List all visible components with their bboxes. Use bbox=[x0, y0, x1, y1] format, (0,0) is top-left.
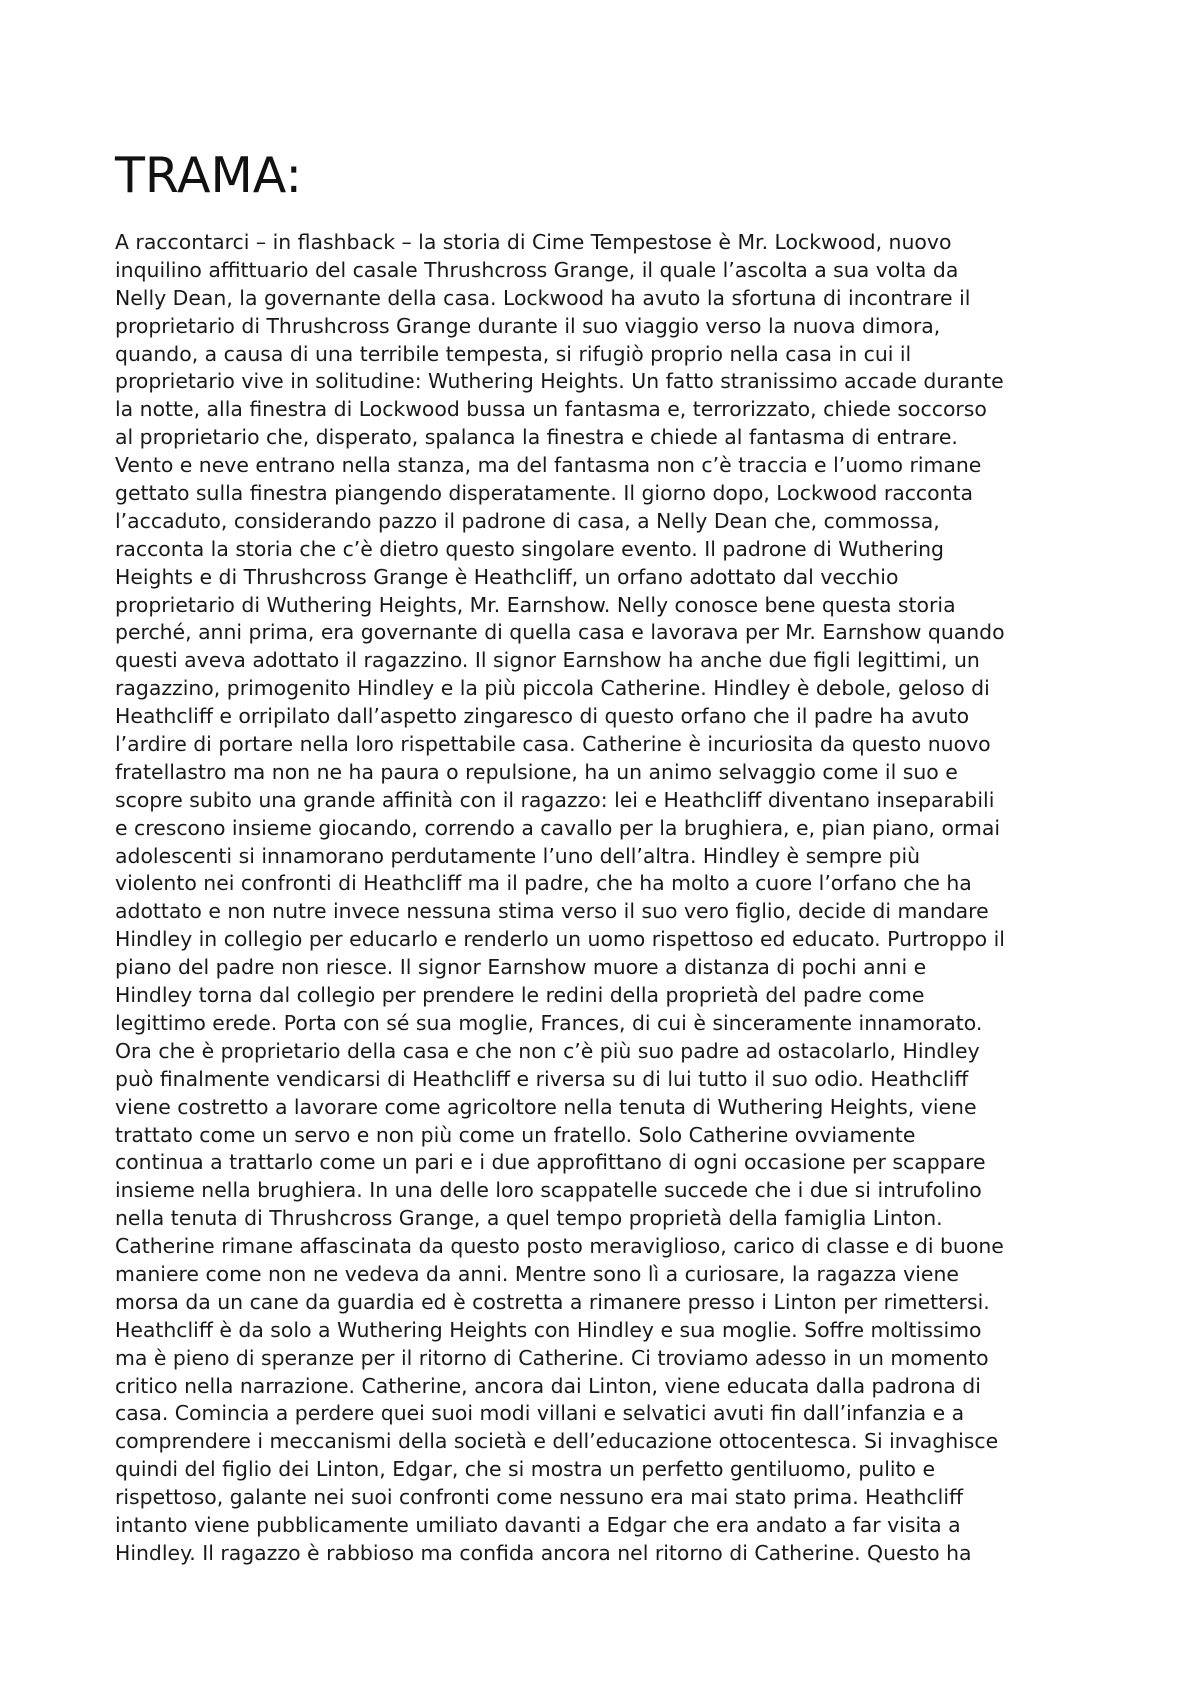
text-line: piano del padre non riesce. Il signor Earnshow muore a distanza di pochi anni e bbox=[115, 955, 927, 980]
text-line: rispettoso, galante nei suoi confronti come nessuno era mai stato prima. Heathcliff bbox=[115, 1485, 964, 1510]
text-line: intanto viene pubblicamente umiliato davanti a Edgar che era andato a far visita a bbox=[115, 1512, 961, 1537]
text-line: adolescenti si innamorano perdutamente l’uno dell’altra. Hindley è sempre più bbox=[115, 843, 921, 868]
text-line: Hindley in collegio per educarlo e renderlo un uomo rispettoso ed educato. Purtroppo il bbox=[115, 927, 1005, 952]
text-line: critico nella narrazione. Catherine, ancora dai Linton, viene educata dalla padrona di bbox=[115, 1373, 981, 1398]
text-line: morsa da un cane da guardia ed è costretta a rimanere presso i Linton per rimettersi. bbox=[115, 1289, 990, 1314]
body-paragraph bbox=[115, 229, 1115, 1568]
text-line: ragazzino, primogenito Hindley e la più piccola Catherine. Hindley è debole, geloso di bbox=[115, 676, 990, 701]
text-line: legittimo erede. Porta con sé sua moglie, Frances, di cui è sinceramente innamorato. bbox=[115, 1010, 983, 1035]
text-line: Hindley torna dal collegio per prendere le redini della proprietà del padre come bbox=[115, 983, 925, 1008]
text-line: proprietario di Wuthering Heights, Mr. Earnshow. Nelly conosce bene questa storia bbox=[115, 592, 956, 617]
text-line: continua a trattarlo come un pari e i due approfittano di ogni occasione per scappare bbox=[115, 1150, 986, 1175]
text-line: può finalmente vendicarsi di Heathcliff e riversa su di lui tutto il suo odio. Heathcliff bbox=[115, 1066, 969, 1091]
text-line: scopre subito una grande affinità con il ragazzo: lei e Heathcliff diventano inseparabili bbox=[115, 787, 995, 812]
text-line: Nelly Dean, la governante della casa. Lockwood ha avuto la sfortuna di incontrare il bbox=[115, 285, 971, 310]
text-line: A raccontarci – in flashback – la storia di Cime Tempestose è Mr. Lockwood, nuovo bbox=[115, 230, 952, 254]
text-line: e crescono insieme giocando, correndo a cavallo per la brughiera, e, pian piano, ormai bbox=[115, 815, 1001, 840]
text-line: ma è pieno di speranze per il ritorno di Catherine. Ci troviamo adesso in un momento bbox=[115, 1345, 989, 1370]
text-line: trattato come un servo e non più come un fratello. Solo Catherine ovviamente bbox=[115, 1122, 916, 1147]
text-line: viene costretto a lavorare come agricoltore nella tenuta di Wuthering Heights, viene bbox=[115, 1094, 977, 1119]
text-line: quando, a causa di una terribile tempesta, si rifugiò proprio nella casa in cui il bbox=[115, 341, 912, 366]
text-line: l’accaduto, considerando pazzo il padrone di casa, a Nelly Dean che, commossa, bbox=[115, 508, 940, 533]
text-line: comprendere i meccanismi della società e dell’educazione ottocentesca. Si invaghisce bbox=[115, 1429, 999, 1454]
text-line: casa. Comincia a perdere quei suoi modi villani e selvatici avuti fin dall’infanzia e a bbox=[115, 1401, 965, 1426]
text-line: nella tenuta di Thrushcross Grange, a quel tempo proprietà della famiglia Linton. bbox=[115, 1206, 943, 1231]
text-line: Ora che è proprietario della casa e che non c’è più suo padre ad ostacolarlo, Hindley bbox=[115, 1038, 980, 1063]
text-line: inquilino affittuario del casale Thrushcross Grange, il quale l’ascolta a sua volta da bbox=[115, 257, 959, 282]
text-line: fratellastro ma non ne ha paura o repulsione, ha un animo selvaggio come il suo e bbox=[115, 759, 958, 784]
text-line: quindi del figlio dei Linton, Edgar, che si mostra un perfetto gentiluomo, pulito e bbox=[115, 1457, 936, 1482]
text-line: questi aveva adottato il ragazzino. Il signor Earnshow ha anche due figli legittimi, un bbox=[115, 648, 980, 673]
text-line: Heathcliff è da solo a Wuthering Heights con Hindley e sua moglie. Soffre moltissimo bbox=[115, 1317, 982, 1342]
page-title: TRAMA: bbox=[115, 147, 302, 204]
text-line: Hindley. Il ragazzo è rabbioso ma confida ancora nel ritorno di Catherine. Questo ha bbox=[115, 1540, 972, 1565]
text-line: gettato sulla finestra piangendo disperatamente. Il giorno dopo, Lockwood racconta bbox=[115, 481, 974, 506]
text-line: Heathcliff e orripilato dall’aspetto zingaresco di questo orfano che il padre ha avuto bbox=[115, 704, 970, 729]
text-line: proprietario vive in solitudine: Wuthering Heights. Un fatto stranissimo accade durante bbox=[115, 369, 1004, 394]
text-line: violento nei confronti di Heathcliff ma il padre, che ha molto a cuore l’orfano che ha bbox=[115, 871, 972, 896]
text-line: adottato e non nutre invece nessuna stima verso il suo vero figlio, decide di mandare bbox=[115, 899, 989, 924]
text-line: racconta la storia che c’è dietro questo singolare evento. Il padrone di Wuthering bbox=[115, 536, 944, 561]
text-line: la notte, alla finestra di Lockwood bussa un fantasma e, terrorizzato, chiede soccorso bbox=[115, 397, 987, 422]
text-line: Catherine rimane affascinata da questo posto meraviglioso, carico di classe e di buone bbox=[115, 1234, 1004, 1259]
text-line: Vento e neve entrano nella stanza, ma del fantasma non c’è traccia e l’uomo rimane bbox=[115, 453, 982, 478]
text-line: proprietario di Thrushcross Grange durante il suo viaggio verso la nuova dimora, bbox=[115, 313, 941, 338]
text-line: Heights e di Thrushcross Grange è Heathcliff, un orfano adottato dal vecchio bbox=[115, 564, 899, 589]
text-line: al proprietario che, disperato, spalanca la finestra e chiede al fantasma di entrare. bbox=[115, 425, 958, 450]
text-line: perché, anni prima, era governante di quella casa e lavorava per Mr. Earnshow quando bbox=[115, 620, 1005, 645]
text-line: maniere come non ne vedeva da anni. Mentre sono lì a curiosare, la ragazza viene bbox=[115, 1261, 959, 1286]
text-line: insieme nella brughiera. In una delle loro scappatelle succede che i due si intrufolino bbox=[115, 1178, 982, 1203]
text-line: l’ardire di portare nella loro rispettabile casa. Catherine è incuriosita da questo nuovo bbox=[115, 732, 991, 757]
